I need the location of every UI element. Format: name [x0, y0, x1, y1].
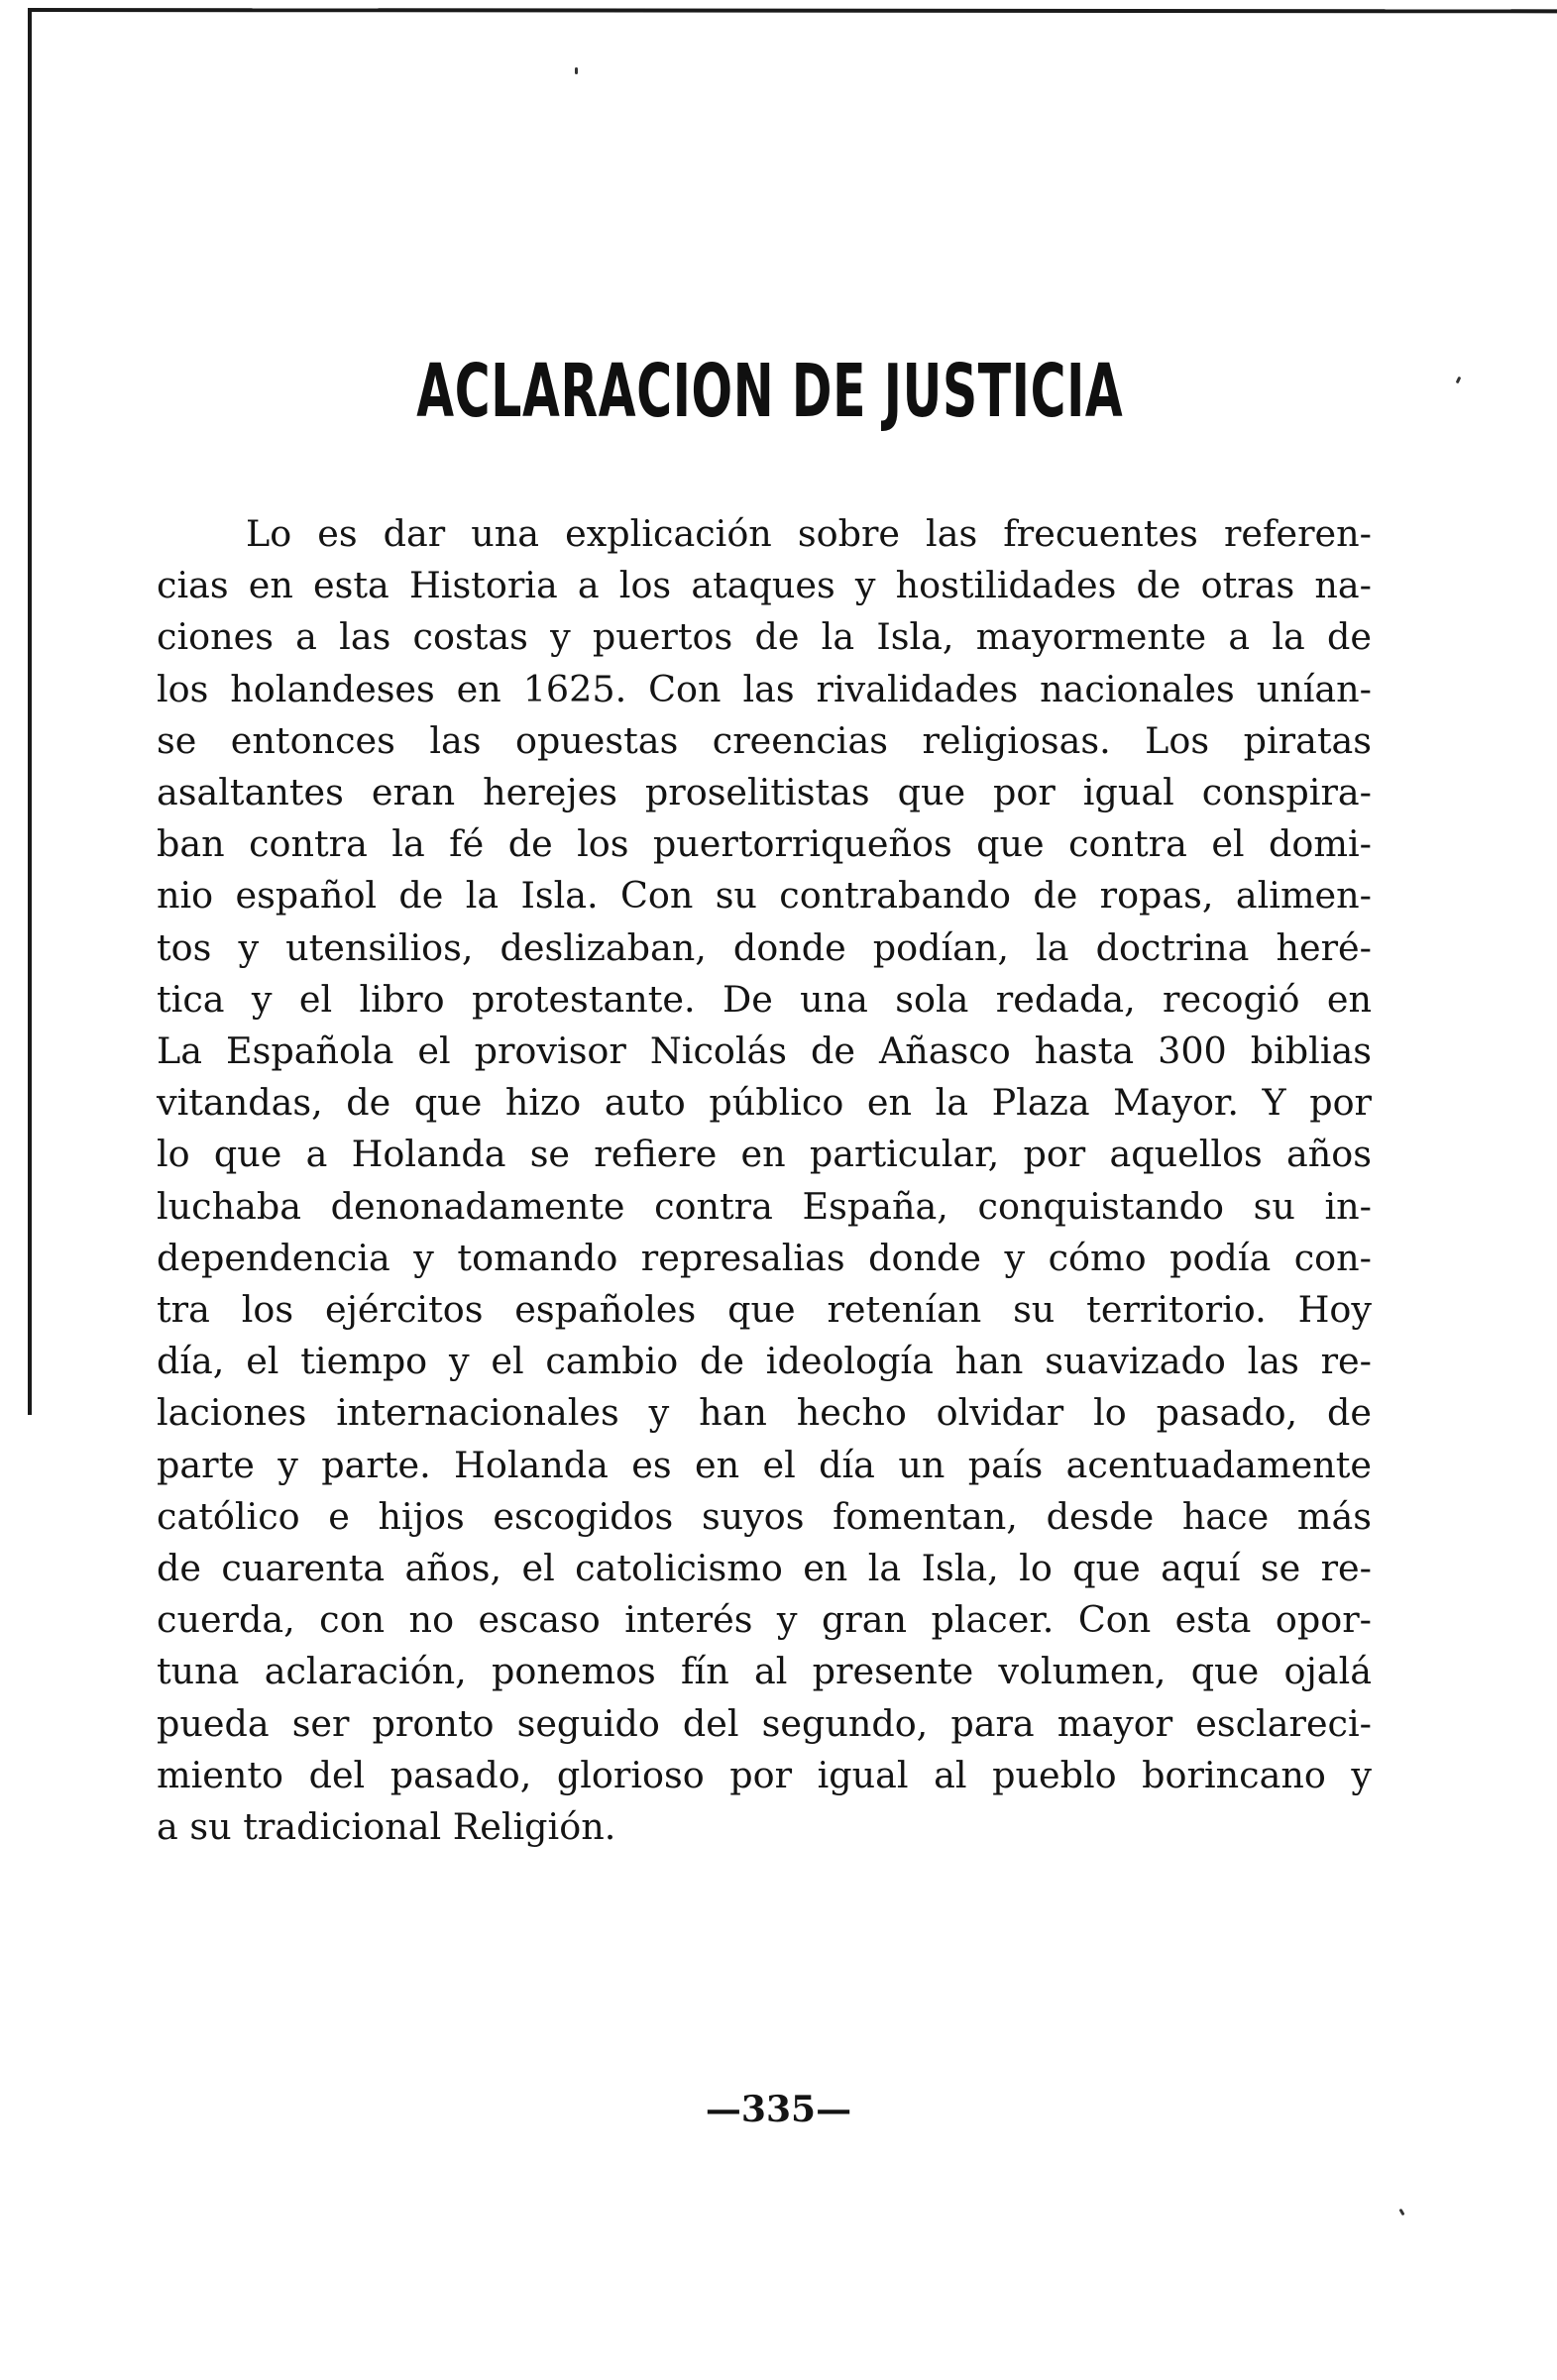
paragraph-line: ciones a las costas y puertos de la Isla, mayormente a la de: [157, 615, 1372, 659]
scan-speck: [575, 67, 578, 74]
paragraph-line: tos y utensilios, deslizaban, donde podían, la doctrina heré-: [157, 925, 1372, 969]
paragraph-line: ban contra la fé de los puertorriqueños que contra el domi-: [157, 822, 1372, 866]
paragraph-line: tra los ejércitos españoles que retenían su territorio. Hoy: [157, 1288, 1372, 1332]
paragraph-line: La Española el provisor Nicolás de Añasco hasta 300 biblias: [157, 1029, 1372, 1073]
page-title: ACLARACION DE JUSTICIA: [416, 349, 1124, 434]
page-number: —335—: [705, 2089, 852, 2130]
body-paragraph: [157, 508, 1372, 1853]
scan-speck: [1398, 2209, 1404, 2217]
paragraph-line: a su tradicional Religión.: [157, 1805, 616, 1849]
paragraph-line: se entonces las opuestas creencias religiosas. Los piratas: [157, 718, 1372, 762]
paragraph-line: tuna aclaración, ponemos fín al presente volumen, que ojalá: [157, 1650, 1372, 1693]
paragraph-line: los holandeses en 1625. Con las rivalidades nacionales unían-: [157, 667, 1372, 710]
paragraph-line: tica y el libro protestante. De una sola redada, recogió en: [157, 977, 1372, 1021]
paragraph-line: católico e hijos escogidos suyos fomentan, desde hace más: [157, 1494, 1372, 1538]
paragraph-line: cias en esta Historia a los ataques y hostilidades de otras na-: [157, 564, 1372, 607]
page-edge-top: [28, 8, 1557, 13]
paragraph-line: día, el tiempo y el cambio de ideología han suavizado las re-: [157, 1340, 1372, 1383]
paragraph-line: parte y parte. Holanda es en el día un país acentuadamente: [157, 1443, 1372, 1486]
paragraph-line: luchaba denonadamente contra España, conquistando su in-: [157, 1184, 1372, 1228]
paragraph-line: nio español de la Isla. Con su contrabando de ropas, alimen-: [157, 874, 1372, 918]
paragraph-line: de cuarenta años, el catolicismo en la Isla, lo que aquí se re-: [157, 1547, 1372, 1590]
paragraph-line: vitandas, de que hizo auto público en la Plaza Mayor. Y por: [157, 1081, 1372, 1125]
paragraph-line: asaltantes eran herejes proselitistas que por igual conspira-: [157, 771, 1372, 814]
paragraph-line: miento del pasado, glorioso por igual al pueblo borincano y: [157, 1753, 1372, 1796]
paragraph-line: dependencia y tomando represalias donde y cómo podía con-: [157, 1236, 1372, 1279]
scan-speck: [1456, 377, 1462, 384]
paragraph-line: Lo es dar una explicación sobre las frecuentes referen-: [246, 512, 1372, 555]
paragraph-line: pueda ser pronto seguido del segundo, para mayor esclareci-: [157, 1701, 1372, 1745]
paragraph-line: cuerda, con no escaso interés y gran placer. Con esta opor-: [157, 1598, 1372, 1642]
paragraph-line: lo que a Holanda se refiere en particular, por aquellos años: [157, 1133, 1372, 1176]
page-edge-left: [28, 8, 32, 1415]
paragraph-line: laciones internacionales y han hecho olvidar lo pasado, de: [157, 1391, 1372, 1435]
